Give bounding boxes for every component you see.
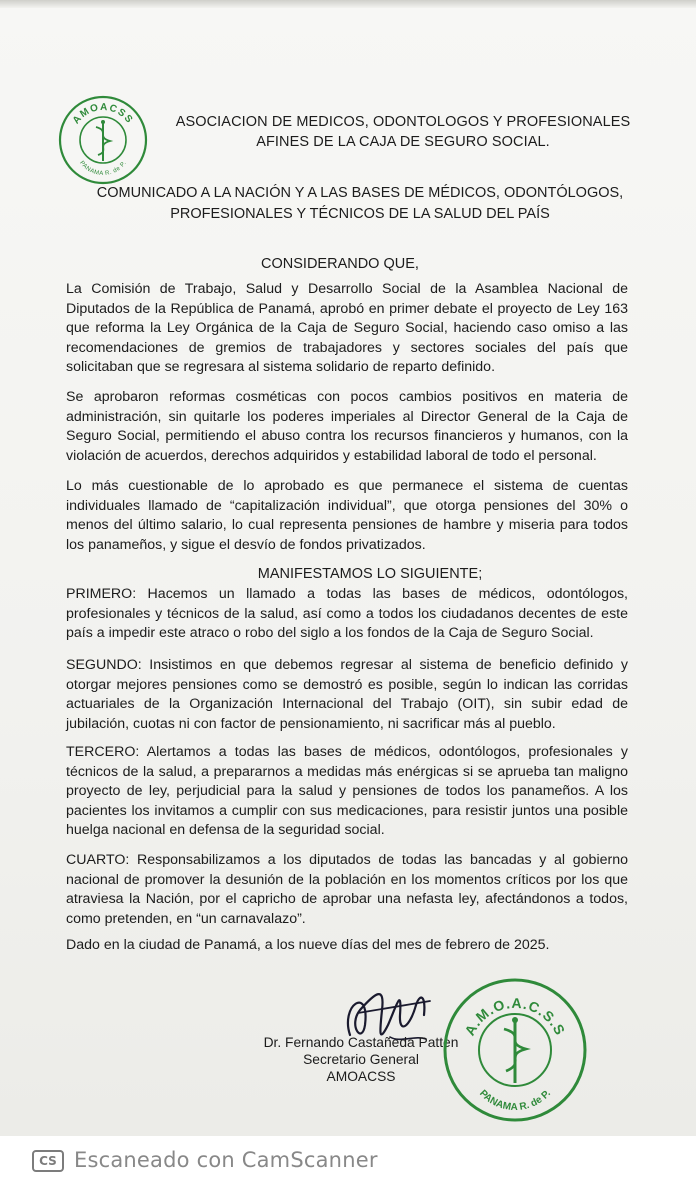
camscanner-watermark-text: Escaneado con CamScanner bbox=[74, 1148, 378, 1172]
punto-segundo: SEGUNDO: Insistimos en que debemos regresar al sistema de beneficio definido y otorgar mejores pensiones como se demostró es posible, según lo indican las corridas actuariales de la Organización Internacional del Trabajo (OIT), sin subir edad de jubilación, cuotas ni con factor de pensionamiento, ni sacrificar más al pueblo. bbox=[66, 657, 628, 732]
org-title-line1: ASOCIACION DE MEDICOS, ODONTOLOGOS Y PROFESIONALES bbox=[175, 114, 631, 130]
communique-line1: COMUNICADO A LA NACIÓN Y A LAS BASES DE MÉDICOS, ODONTÓLOGOS, bbox=[96, 185, 624, 201]
document-date: Dado en la ciudad de Panamá, a los nueve días del mes de febrero de 2025. bbox=[66, 937, 550, 953]
stamp-text-bottom: PANAMA R. de P. bbox=[477, 1088, 553, 1114]
camscanner-icon: CS bbox=[32, 1150, 64, 1172]
punto-primero: PRIMERO: Hacemos un llamado a todas las bases de médicos, odontólogos, profesionales y técnicos de la salud, así como a todos los ciudadanos decentes de este país a impedir este atraco o robo del siglo a los fondos de la Caja de Seguro Social. bbox=[66, 586, 628, 642]
manifestamos-heading: MANIFESTAMOS LO SIGUIENTE; bbox=[257, 566, 483, 582]
logo-text-top: AMOACSS bbox=[70, 101, 136, 127]
logo-text-bottom: PANAMA R. de P. bbox=[78, 160, 128, 178]
organization-title bbox=[150, 112, 656, 152]
signer-organization: AMOACSS bbox=[326, 1069, 396, 1084]
page-fold-shadow bbox=[0, 0, 696, 8]
amoacss-logo bbox=[58, 95, 148, 185]
considerando-paragraph-3: Lo más cuestionable de lo aprobado es que permanece el sistema de cuentas individuales llamado de “capitalización individual”, que otorga pensiones del 30% o menos del último salario, lo cual representa pensiones de hambre y miseria para todos los panameños, y sigue el desvío de fondos privatizados. bbox=[66, 478, 628, 553]
signer-name: Dr. Fernando Castañeda Patten bbox=[263, 1035, 459, 1050]
stamp-text-top: A.M.O.A.C.S.S bbox=[461, 994, 569, 1039]
considerando-heading: CONSIDERANDO QUE, bbox=[261, 256, 419, 272]
communique-heading bbox=[40, 183, 680, 225]
punto-cuarto: CUARTO: Responsabilizamos a los diputados de todas las bancadas y al gobierno nacional de promover la desunión de la población en los momentos críticos por los que atraviesa la Nación, por el capricho de aprobar una nefasta ley, afectándonos a todos, como pretenden, en “un carnavalazo”. bbox=[66, 852, 628, 927]
signer-title: Secretario General bbox=[303, 1052, 419, 1067]
org-title-line2: AFINES DE LA CAJA DE SEGURO SOCIAL. bbox=[256, 134, 550, 150]
amoacss-stamp bbox=[440, 975, 590, 1125]
punto-tercero: TERCERO: Alertamos a todas las bases de médicos, odontólogos, profesionales y técnicos de la salud, a prepararnos a medidas más enérgicas si se aprueba tan maligno proyecto de ley, perjudicial para la salud y pensiones de todos los panameños. A los pacientes los invitamos a cumplir con sus medicaciones, para resistir juntos una posible huelga nacional en defensa de la seguridad social. bbox=[66, 744, 628, 839]
communique-line2: PROFESIONALES Y TÉCNICOS DE LA SALUD DEL PAÍS bbox=[170, 206, 550, 222]
considerando-paragraph-2: Se aprobaron reformas cosméticas con pocos cambios positivos en materia de administración, sin quitarle los poderes imperiales al Director General de la Caja de Seguro Social, permitiendo el abuso contra los recursos financieros y humanos, con la violación de acuerdos, derechos adquiridos y estabilidad laboral de todo el personal. bbox=[66, 389, 628, 464]
svg-text:PANAMA R. de P. bbox=[477, 1088, 553, 1113]
considerando-paragraph-1: La Comisión de Trabajo, Salud y Desarrollo Social de la Asamblea Nacional de Diputados de la República de Panamá, aprobó en primer debate el proyecto de Ley 163 que reforma la Ley Orgánica de la Caja de Seguro Social, haciendo caso omiso a las recomendaciones de gremios de trabajadores y sectores sociales del país que solicitaban que se regresara al sistema solidario de reparto definido. bbox=[66, 281, 628, 376]
